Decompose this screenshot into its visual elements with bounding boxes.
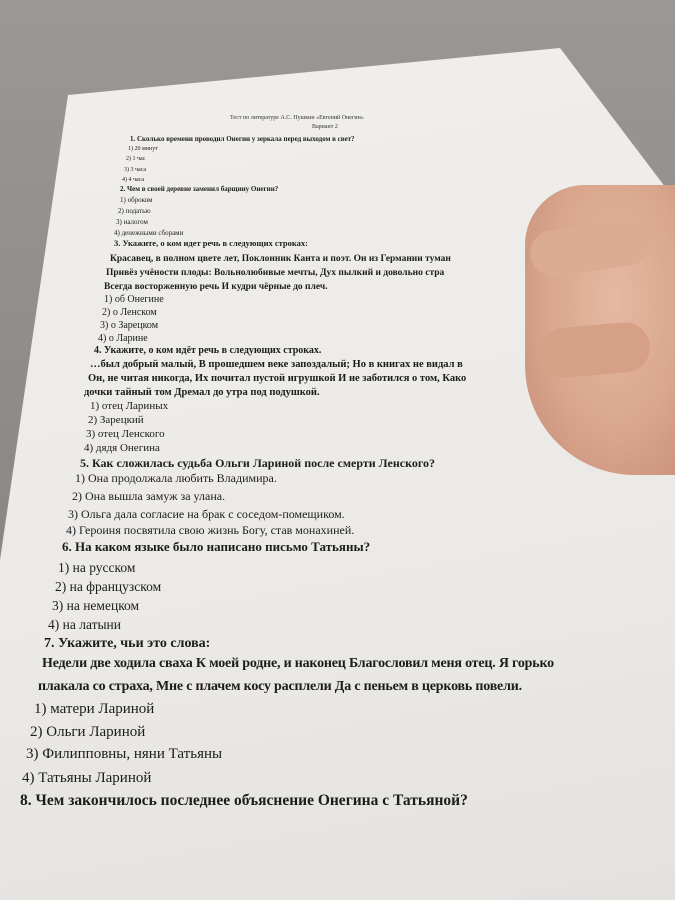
quote-line: Привёз учёности плоды: Вольнолюбивые мечты, Дух пылкий и довольно стра <box>106 268 445 278</box>
answer-option: 3) Ольга дала согласие на брак с соседом-помещиком. <box>68 507 345 521</box>
answer-option: 2) Ольги Лариной <box>30 724 146 740</box>
answer-option: 3) Филипповны, няни Татьяны <box>26 746 223 762</box>
answer-option: 3) налогом <box>116 218 148 226</box>
answer-option: 4) денежными сборами <box>114 229 184 237</box>
variant-label: Вариант 2 <box>312 124 338 130</box>
answer-option: 4) Героиня посвятила свою жизнь Богу, став монахиней. <box>66 523 355 537</box>
test-title: Тест по литературе А.С. Пушкин «Евгений Онегин» <box>230 115 364 121</box>
answer-option: 1) отец Лариных <box>90 400 169 412</box>
answer-option: 3) на немецком <box>52 598 140 613</box>
quote-line: Недели две ходила сваха К моей родне, и наконец Благословил меня отец. Я горько <box>42 656 554 671</box>
quote-line: Красавец, в полном цвете лет, Поклонник Канта и поэт. Он из Германии туман <box>110 254 451 264</box>
question-text: 2. Чем в своей деревне заменил барщину Онегин? <box>120 185 279 193</box>
answer-option: 2) Зарецкий <box>88 414 144 426</box>
question-text: 4. Укажите, о ком идёт речь в следующих строках. <box>94 345 322 356</box>
answer-option: 4) Татьяны Лариной <box>22 770 152 786</box>
answer-option: 1) на русском <box>58 560 136 575</box>
question-text: 8. Чем закончилось последнее объяснение Онегина с Татьяной? <box>20 792 468 809</box>
question-text: 7. Укажите, чьи это слова: <box>44 636 211 651</box>
answer-option: 3) 3 часа <box>124 167 147 173</box>
answer-option: 2) податью <box>118 207 151 215</box>
answer-option: 2) о Ленском <box>102 307 157 318</box>
answer-option: 4) на латыни <box>48 617 122 632</box>
quote-line: Он, не читая никогда, Их почитал пустой игрушкой И не заботился о том, Како <box>88 373 467 384</box>
answer-option: 4) дядя Онегина <box>84 442 160 454</box>
quote-line: …был добрый малый, В прошедшем веке запоздалый; Но в книгах не видал в <box>90 359 463 370</box>
answer-option: 1) Она продолжала любить Владимира. <box>75 471 277 485</box>
answer-option: 1) оброком <box>120 196 153 204</box>
question-text: 6. На каком языке было написано письмо Татьяны? <box>62 539 371 554</box>
quote-line: плакала со страха, Мне с плачем косу расплели Да с пеньем в церковь повели. <box>38 679 522 694</box>
answer-option: 1) матери Лариной <box>34 701 155 717</box>
question-text: 1. Сколько времени проводил Онегин у зеркала перед выходом в свет? <box>130 135 355 143</box>
answer-option: 4) 4 часа <box>122 177 145 183</box>
quote-line: дочки тайный том Дремал до утра под подушкой. <box>84 387 320 398</box>
answer-option: 2) 1 час <box>126 156 146 162</box>
question-text: 5. Как сложилась судьба Ольги Лариной после смерти Ленского? <box>80 456 435 470</box>
question-text: 3. Укажите, о ком идет речь в следующих строках: <box>114 238 308 248</box>
answer-option: 1) 20 минут <box>128 146 158 152</box>
quote-line: Всегда восторженную речь И кудри чёрные до плеч. <box>104 282 328 292</box>
answer-option: 2) на французском <box>55 579 162 594</box>
answer-option: 3) о Зарецком <box>100 320 159 331</box>
answer-option: 4) о Ларине <box>98 333 148 344</box>
answer-option: 3) отец Ленского <box>86 428 165 440</box>
answer-option: 1) об Онегине <box>104 294 164 305</box>
answer-option: 2) Она вышла замуж за улана. <box>72 489 226 503</box>
